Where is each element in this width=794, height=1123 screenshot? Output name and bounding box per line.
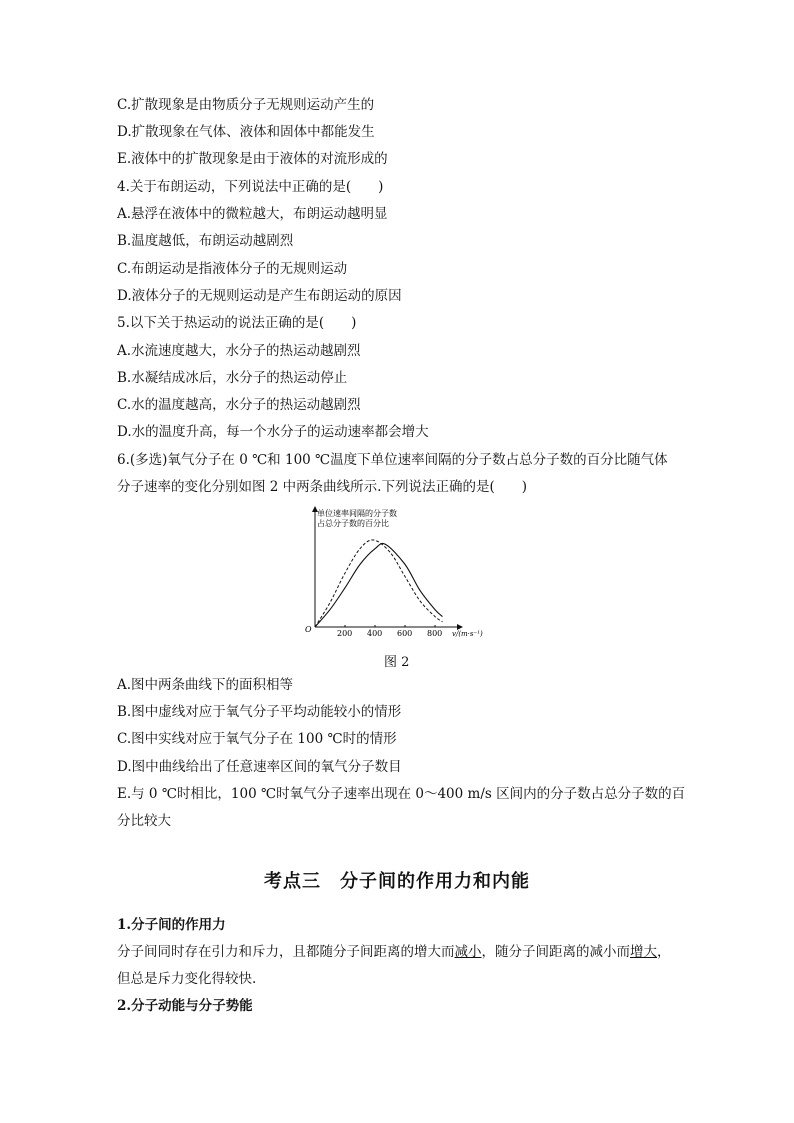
question-6-option-e-line-1: E.与 0 ℃时相比，100 ℃时氧气分子速率出现在 0～400 m/s 区间内的分子数占总分子数的百: [117, 786, 686, 802]
origin-label: O: [305, 625, 312, 634]
line-d-diffusion: D.扩散现象在气体、液体和固体中都能发生: [117, 124, 375, 140]
y-axis-label-2: 占总分子数的百分比: [317, 519, 389, 528]
question-6-line-1: 6.(多选)氧气分子在 0 ℃和 100 ℃温度下单位速率间隔的分子数占总分子数的百分比随气体: [117, 452, 668, 468]
question-6-option-d: D.图中曲线给出了任意速率区间的氧气分子数目: [117, 759, 402, 775]
paragraph-text: ，: [657, 944, 671, 960]
question-4-option-b: B.温度越低，布朗运动越剧烈: [117, 233, 294, 249]
paragraph-text: ，随分子间距离的减小而: [481, 944, 630, 960]
question-4-option-d: D.液体分子的无规则运动是产生布朗运动的原因: [117, 288, 402, 304]
figure-caption: 图 2: [384, 655, 410, 670]
subsection-1-paragraph-line-1: [117, 943, 671, 961]
question-4-option-c: C.布朗运动是指液体分子的无规则运动: [117, 261, 348, 277]
question-6-option-b: B.图中虚线对应于氧气分子平均动能较小的情形: [117, 704, 402, 720]
question-5-option-d: D.水的温度升高，每一个水分子的运动速率都会增大: [117, 424, 429, 440]
subsection-1-paragraph-line-2: 但总是斥力变化得较快.: [117, 971, 257, 987]
underlined-answer-increase: 增大: [630, 944, 657, 960]
line-c-diffusion: C.扩散现象是由物质分子无规则运动产生的: [117, 97, 375, 113]
question-5-option-b: B.水凝结成冰后，水分子的热运动停止: [117, 370, 348, 386]
subsection-2-title: 2.分子动能与分子势能: [117, 998, 253, 1014]
paragraph-text: 分子间同时存在引力和斥力，且都随分子间距离的增大而: [117, 944, 455, 960]
x-tick-label: 600: [397, 629, 413, 638]
curve-dashed-0c: [315, 540, 443, 627]
section-heading: 考点三 分子间的作用力和内能: [264, 871, 530, 892]
question-5-option-a: A.水流速度越大，水分子的热运动越剧烈: [117, 343, 361, 359]
x-axis-label: v/(m·s⁻¹): [452, 630, 483, 638]
line-e-diffusion: E.液体中的扩散现象是由于液体的对流形成的: [117, 151, 388, 167]
speed-distribution-figure: [300, 505, 500, 645]
question-5: 5.以下关于热运动的说法正确的是( ): [117, 315, 357, 331]
question-6-option-a: A.图中两条曲线下的面积相等: [117, 677, 294, 693]
subsection-1-title: 1.分子间的作用力: [117, 917, 226, 933]
question-4: 4.关于布朗运动，下列说法中正确的是( ): [117, 179, 384, 195]
y-axis-label-1: 单位速率间隔的分子数: [317, 509, 397, 518]
question-6-line-2: 分子速率的变化分别如图 2 中两条曲线所示.下列说法正确的是( ): [117, 479, 527, 495]
x-tick-label: 200: [337, 629, 353, 638]
curve-solid-100c: [315, 543, 443, 627]
question-6-option-c: C.图中实线对应于氧气分子在 100 ℃时的情形: [117, 731, 397, 747]
x-tick-label: 400: [367, 629, 383, 638]
question-6-option-e-line-2: 分比较大: [117, 813, 171, 829]
x-tick-label: 800: [427, 629, 443, 638]
underlined-answer-decrease: 减小: [454, 944, 482, 960]
question-5-option-c: C.水的温度越高，水分子的热运动越剧烈: [117, 397, 361, 413]
question-4-option-a: A.悬浮在液体中的微粒越大，布朗运动越明显: [117, 206, 388, 222]
